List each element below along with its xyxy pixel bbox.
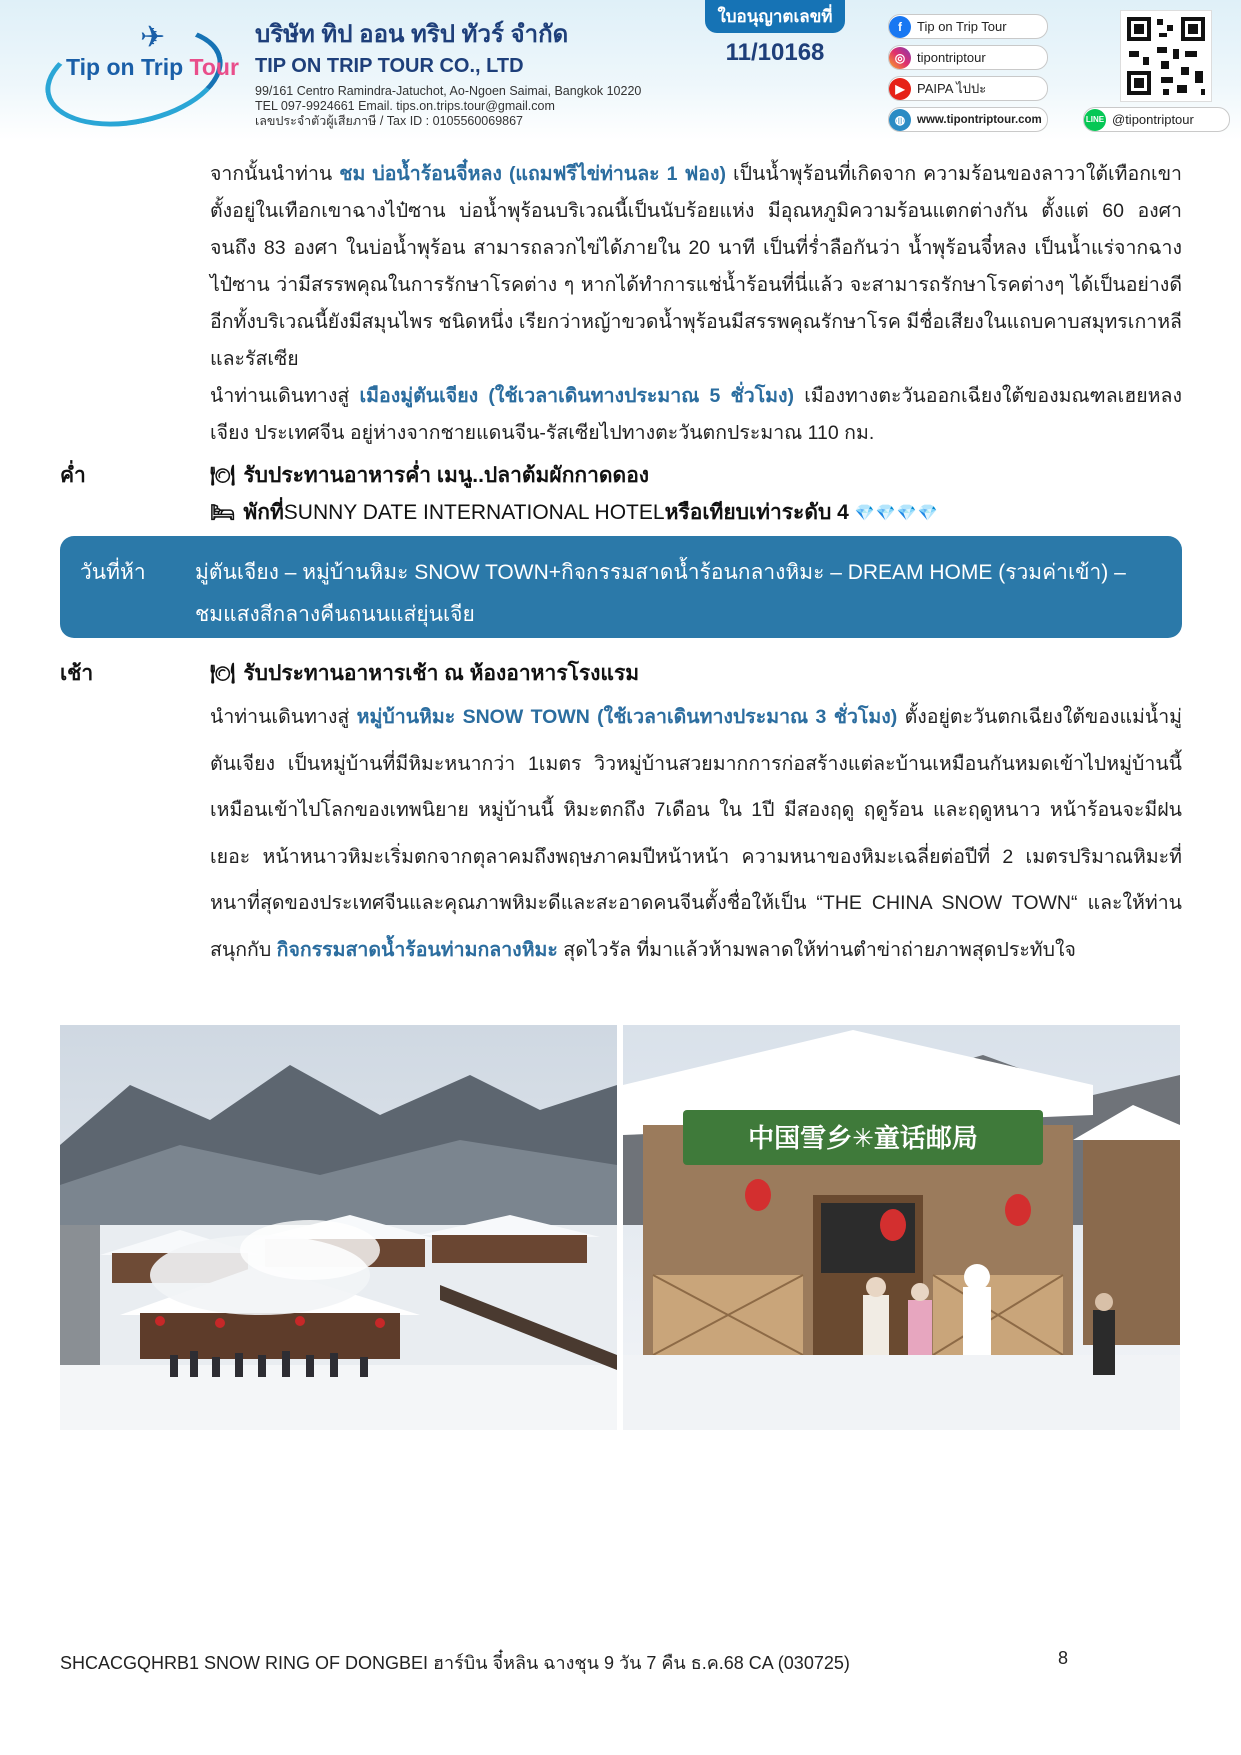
company-logo — [44, 20, 239, 120]
highlight-hot-spring: ชม บ่อน้ำร้อนจี๋หลง (แถมฟรีไข่ท่านละ 1 ฟอง) — [339, 163, 726, 185]
company-address: 99/161 Centro Ramindra-Jatuchot, Ao-Ngoen Saimai, Bangkok 10220 — [255, 84, 642, 98]
facebook-icon: f — [889, 16, 911, 38]
license-box — [695, 0, 855, 68]
youtube-link[interactable]: ▶ PAIPA ไปปะ — [888, 76, 1048, 101]
footer-tour-code: SHCACGQHRB1 SNOW RING OF DONGBEI ฮาร์บิน จี๋หลิน ฉางชุน 9 วัน 7 คืน ธ.ค.68 CA (030725) — [60, 1653, 850, 1673]
day-title: มู่ตันเจียง – หมู่บ้านหิมะ SNOW TOWN+กิจกรรมสาดน้ำร้อนกลางหิมะ – DREAM HOME (รวมค่าเข้า) – ชมแสงสีกลางคืนถนนแส่ยุ่นเจีย — [195, 561, 1126, 626]
footer-page-number: 8 — [1058, 1648, 1069, 1668]
social-links — [888, 14, 1048, 138]
highlight-snow-town: หมู่บ้านหิมะ SNOW TOWN (ใช้เวลาเดินทางประมาณ 3 ชั่วโมง) — [356, 706, 898, 728]
line-icon: LINE — [1084, 109, 1106, 131]
paragraph-travel-mudanjiang: นำท่านเดินทางสู่ เมืองมู่ตันเจียง (ใช้เวลาเดินทางประมาณ 5 ชั่วโมง) เมืองทางตะวันออกเฉียงใต้ของมณฑลเฮยหลงเจียง ประเทศจีน อยู่ห่างจากชายแดนจีน-รัสเซียไปทางตะวันตกประมาณ 110 กม. — [210, 385, 1183, 444]
hotel-name: SUNNY DATE INTERNATIONAL HOTEL — [283, 500, 665, 524]
company-name-english: TIP ON TRIP TOUR CO., LTD — [255, 55, 524, 77]
plate-cutlery-icon: 🍽 — [210, 663, 236, 685]
paragraph-snow-town: นำท่านเดินทางสู่ หมู่บ้านหิมะ SNOW TOWN (ใช้เวลาเดินทางประมาณ 3 ชั่วโมง) ตั้งอยู่ตะวันตกเฉียงใต้ของแม่น้ำมู่ตันเจียง เป็นหมู่บ้านที่มีหิมะหนากว่า 1เมตร วิวหมู่บ้านสวยมากการก่อสร้างแต่ละบ้านเหมือนกันหมดเข้าไปหมู่บ้านนี้เหมือนเข้าไปโลกของเทพนิยาย หมู่บ้านนี้ หิมะตกถึง 7เดือน ใน 1ปี มีสองฤดู ฤดูร้อน และฤดูหนาว หน้าร้อนจะมีฝนเยอะ หน้าหนาวหิมะเริ่มตกจากตุลาคมถึงพฤษภาคมปีหน้าหน้า ความหนาของหิมะเฉลี่ยต่อปีที่ 2 เมตรปริมาณหิมะที่หนาที่สุดของประเทศจีนและคุณภาพหิมะดีและสะอาดคนจีนตั้งชื่อให้เป็น “THE CHINA SNOW TOWN“ และให้ท่านสนุกกับ กิจกรรมสาดน้ำร้อนท่ามกลางหิมะ สุดไวรัล ที่มาแล้วห้ามพลาดให้ท่านตำข่าถ่ายภาพสุดประทับใจ — [210, 706, 1183, 961]
photo-fairy-tale-post-office — [623, 1025, 1180, 1430]
license-number: 11/10168 — [725, 39, 825, 66]
photo-snow-town-village — [60, 1025, 617, 1430]
highlight-hot-water-activity: กิจกรรมสาดน้ำร้อนท่ามกลางหิมะ — [276, 938, 558, 961]
breakfast-label: เช้า — [60, 662, 94, 685]
plate-cutlery-icon: 🍽 — [210, 465, 236, 487]
logo-text: Tip on Trip Tour — [66, 54, 239, 80]
qr-code[interactable] — [1120, 10, 1212, 102]
bed-icon: 🛏 — [210, 502, 236, 524]
diamond-icon: 💎💎💎💎 — [854, 504, 939, 522]
photo-sign-text: 中国雪乡✳童话邮局 — [748, 1124, 978, 1154]
instagram-link[interactable]: ◎ tipontriptour — [888, 45, 1048, 70]
license-label: ใบอนุญาตเลขที่ — [705, 0, 844, 33]
highlight-mudanjiang: เมืองมู่ตันเจียง (ใช้เวลาเดินทางประมาณ 5 ชั่วโมง) — [359, 385, 795, 407]
hotel-line: 🛏 พักที่ SUNNY DATE INTERNATIONAL HOTEL หรือเทียบเท่าระดับ 4 💎💎💎💎 — [210, 500, 939, 524]
company-info — [255, 14, 641, 129]
globe-icon: ◍ — [889, 109, 911, 131]
breakfast-line — [210, 657, 639, 690]
company-contact: TEL 097-9924661 Email. tips.on.trips.tour@gmail.com — [255, 99, 555, 113]
dinner-line — [210, 459, 649, 492]
breakfast-text: รับประทานอาหารเช้า ณ ห้องอาหารโรงแรม — [243, 662, 640, 685]
website-link[interactable]: ◍ www.tipontriptour.com — [888, 107, 1048, 132]
youtube-icon: ▶ — [889, 78, 911, 100]
facebook-link[interactable]: f Tip on Trip Tour — [888, 14, 1048, 39]
airplane-icon: ✈ — [140, 20, 166, 55]
company-name-thai: บริษัท ทิป ออน ทริป ทัวร์ จำกัด — [255, 21, 569, 48]
dinner-text: รับประทานอาหารค่ำ เมนู..ปลาต้มผักกาดดอง — [243, 464, 650, 487]
instagram-icon: ◎ — [889, 47, 911, 69]
day-banner — [60, 536, 1182, 638]
company-tax-id: เลขประจำตัวผู้เสียภาษี / Tax ID : 0105560069867 — [255, 114, 524, 128]
dinner-label: ค่ำ — [60, 464, 86, 487]
day-label: วันที่ห้า — [80, 561, 146, 584]
page-header — [0, 0, 1241, 140]
paragraph-hot-spring: จากนั้นนำท่าน ชม บ่อน้ำร้อนจี๋หลง (แถมฟรีไข่ท่านละ 1 ฟอง) เป็นน้ำพุร้อนที่เกิดจาก ความร้อนของลาวาใต้เทือกเขา ตั้งอยู่ในเทือกเขาฉางไป๋ซาน บ่อน้ำพุร้อนบริเวณนี้เป็นนับร้อยแห่ง มีอุณหภูมิความร้อนแตกต่างกัน ตั้งแต่ 60 องศา จนถึง 83 องศา ในบ่อน้ำพุร้อน สามารถลวกไข่ได้ภายใน 20 นาที เป็นที่ร่ำลือกันว่า น้ำพุร้อนจี๋หลง เป็นน้ำแร่จากฉางไป๋ซาน ว่ามีสรรพคุณในการรักษาโรคต่าง ๆ หากได้ทำการแช่น้ำร้อนที่นี่แล้ว จะสามารถรักษาโรคต่างๆ ได้เป็นอย่างดี อีกทั้งบริเวณนี้ยังมีสมุนไพร ชนิดหนึ่ง เรียกว่าหญ้าขวดน้ำพุร้อนมีสรรพคุณรักษาโรค มีชื่อเสียงในแถบคาบสมุทรเกาหลีและรัสเซีย — [210, 163, 1182, 370]
line-link[interactable]: LINE @tipontriptour — [1083, 107, 1230, 132]
